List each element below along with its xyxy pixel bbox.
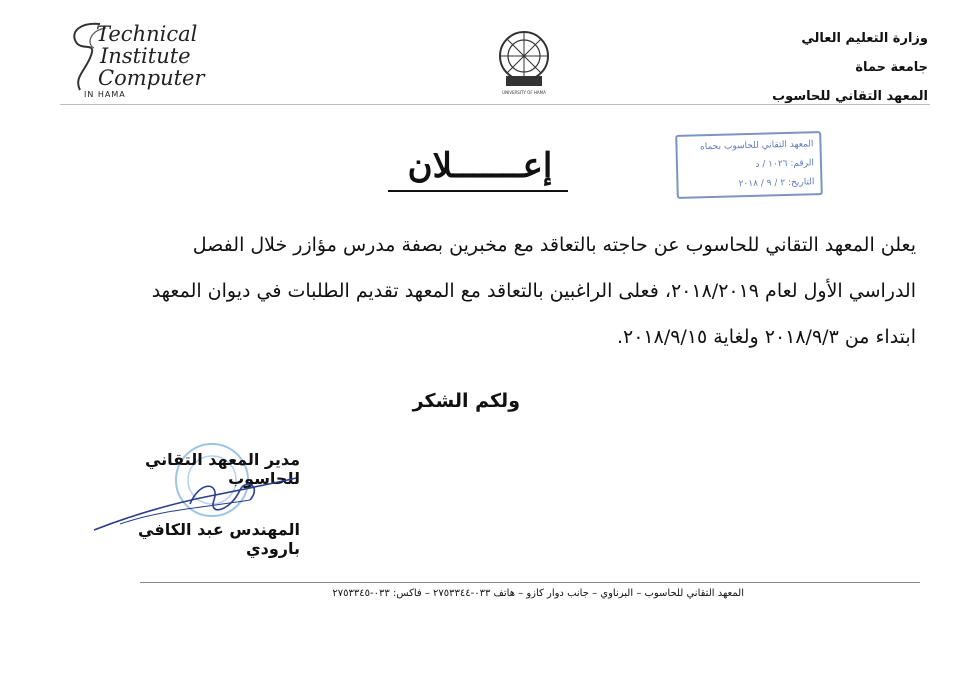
signatory-title: مدير المعهد التقاني للحاسوب	[144, 450, 300, 488]
logo-text-line1: Technical	[96, 22, 198, 46]
stamp-date-row	[684, 173, 814, 195]
footer-contact: المعهد التقاني للحاسوب – البرناوي – جانب دوار كازو – هاتف ٠٣٣-٢٧٥٣٣٤٤ – فاكس: ٠٣٣-٢٧٥٣٣٤٥	[332, 588, 744, 599]
stamp-date-label: التاريخ:	[787, 177, 815, 188]
stamp-number-label: الرقم:	[790, 158, 815, 169]
logo-text-line2: Institute	[100, 44, 191, 68]
closing-text: ولكم الشكر	[412, 390, 520, 412]
title-underline	[388, 190, 568, 192]
body-line-1: يعلن المعهد التقاني للحاسوب عن حاجته بالتعاقد مع مخبرين بصفة مدرس مؤازر خلال الفصل	[192, 234, 916, 256]
stamp-org: المعهد التقاني للحاسوب بحماه	[699, 139, 814, 153]
institute-logo	[60, 18, 220, 98]
announcement-body	[60, 222, 916, 360]
logo-text-line4: IN HAMA	[84, 90, 126, 99]
seal-caption: UNIVERSITY OF HAMA	[502, 90, 546, 95]
body-line-2: الدراسي الأول لعام ٢٠١٨/٢٠١٩، فعلى الراغبين بالتعاقد مع المعهد تقديم الطلبات في ديوان المعهد	[151, 280, 916, 302]
body-line-3: ابتداء من ٢٠١٨/٩/٣ ولغاية ٢٠١٨/٩/١٥.	[616, 326, 916, 348]
ministry-header	[772, 24, 928, 111]
signatory-name: المهندس عبد الكافي بارودي	[138, 520, 300, 558]
stamp-number-value: ١٠٢٦ / د	[755, 158, 788, 170]
logo-text-line3: Computer	[98, 66, 205, 90]
registration-stamp	[675, 131, 823, 199]
header-divider	[60, 104, 930, 105]
university-line: جامعة حماة	[855, 60, 928, 75]
institute-line: المعهد التقاني للحاسوب	[772, 89, 928, 104]
ministry-line: وزارة التعليم العالي	[801, 31, 928, 46]
footer-divider	[140, 582, 920, 583]
announcement-title: إعـــــــلان	[407, 146, 553, 186]
stamp-date-value: ٢ / ٩ / ٢٠١٨	[738, 178, 786, 190]
